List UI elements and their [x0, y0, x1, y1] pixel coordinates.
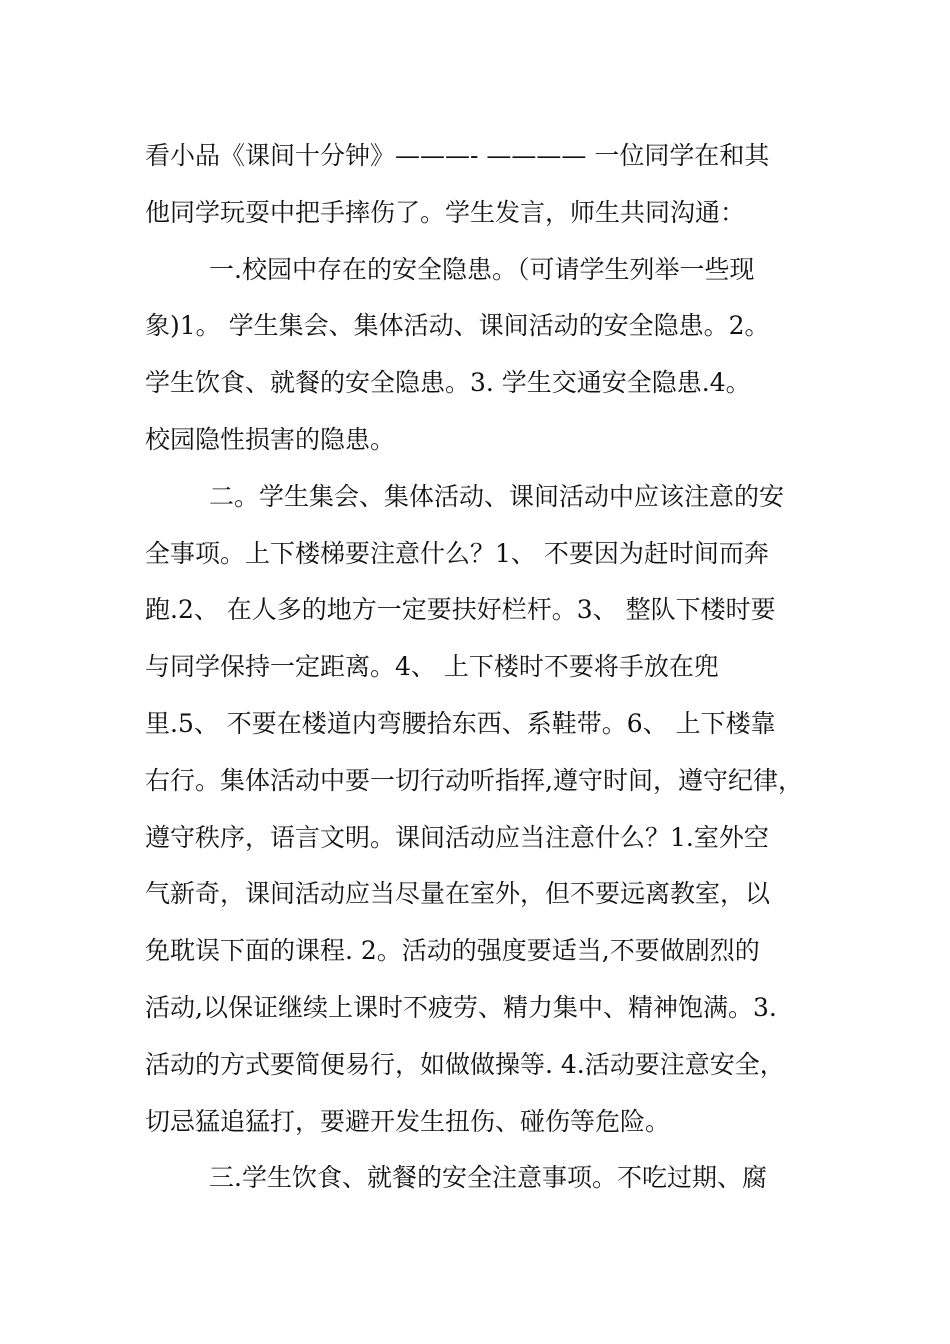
text-line: 校园隐性损害的隐患。 [145, 424, 396, 454]
text-line: 他同学玩耍中把手摔伤了。学生发言，师生共同沟通： [145, 197, 746, 227]
text-line: 免耽误下面的课程. 2。活动的强度要适当,不要做剧烈的 [145, 936, 760, 966]
paragraph-start-line: 一.校园中存在的安全隐患。（可请学生列举一些现 [209, 254, 755, 284]
document-body [145, 128, 825, 1207]
text-line: 与同学保持一定距离。4、 上下楼时不要将手放在兜 [145, 652, 719, 682]
paragraph-start-line: 三.学生饮食、就餐的安全注意事项。不吃过期、腐 [209, 1163, 767, 1193]
text-line: 跑.2、 在人多的地方一定要扶好栏杆。3、 整队下楼时要 [145, 595, 776, 625]
text-line: 右行。集体活动中要一切行动听指挥,遵守时间，遵守纪律， [145, 765, 803, 795]
paragraph-start-line: 二。学生集会、集体活动、课间活动中应该注意的安 [209, 481, 785, 511]
text-line: 学生饮食、就餐的安全隐患。3. 学生交通安全隐患.4。 [145, 368, 751, 398]
text-line: 看小品《课间十分钟》———- ———— 一位同学在和其 [145, 141, 770, 170]
text-line: 切忌猛追猛打，要避开发生扭伤、碰伤等危险。 [145, 1106, 671, 1136]
text-line: 遵守秩序，语言文明。课间活动应当注意什么？1.室外空 [145, 822, 769, 852]
text-line: 全事项。上下楼梯要注意什么？1、 不要因为赶时间而奔 [145, 538, 769, 568]
text-line: 里.5、 不要在楼道内弯腰拾东西、系鞋带。6、 上下楼靠 [145, 708, 776, 738]
text-line: 象)1。 学生集会、集体活动、课间活动的安全隐患。2。 [145, 311, 770, 341]
text-line: 气新奇，课间活动应当尽量在室外，但不要远离教室，以 [145, 879, 771, 909]
text-line: 活动,以保证继续上课时不疲劳、精力集中、精神饱满。3. [145, 992, 777, 1022]
text-line: 活动的方式要简便易行，如做做操等. 4.活动要注意安全， [145, 1049, 785, 1079]
